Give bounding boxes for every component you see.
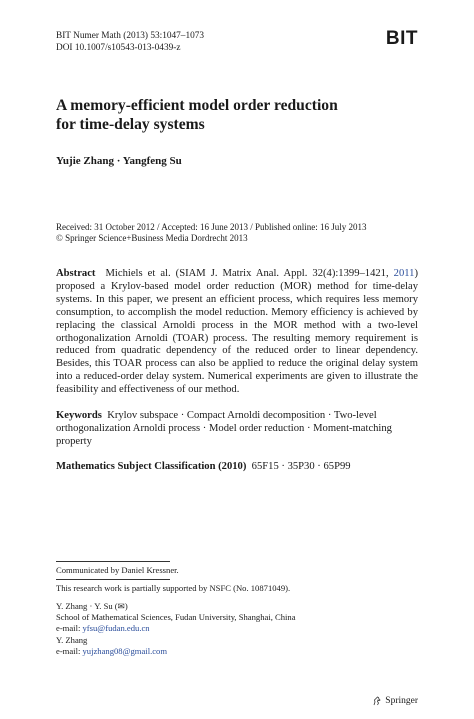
title-line: A memory-efficient model order reduction [56, 97, 338, 114]
footnote-rule [56, 579, 170, 580]
email-label: e-mail: [56, 645, 83, 656]
author-names: Y. Zhang · Y. Su (✉) [56, 601, 128, 611]
funding-note: This research work is partially supported by NSFC (No. 10871049). [56, 583, 291, 593]
publication-history [56, 222, 366, 244]
publisher-name: Springer [385, 696, 418, 706]
journal-info [56, 31, 204, 54]
author-name: Y. Zhang [56, 635, 88, 645]
email-label: e-mail: [56, 622, 83, 633]
author-affiliation-1 [56, 601, 296, 633]
msc-label: Mathematics Subject Classification (2010) [56, 461, 247, 472]
springer-horse-icon [372, 696, 382, 706]
citation-year-link[interactable]: 2011 [393, 268, 415, 279]
author-list: Yujie Zhang · Yangfeng Su [56, 155, 182, 167]
author-affiliation-2 [56, 635, 167, 657]
publisher-mark [372, 696, 418, 706]
doi: DOI 10.1007/s10543-013-0439-z [56, 42, 181, 53]
msc-codes: 65F15 · 35P30 · 65P99 [251, 461, 351, 472]
keywords-text: Krylov subspace · Compact Arnoldi decomposition · Two-level orthogonalization Arnoldi process · Model order reduction · Moment-matching property [56, 410, 392, 447]
abstract [56, 268, 418, 397]
title-line: for time-delay systems [56, 115, 205, 133]
email-line [56, 646, 167, 657]
copyright-line: © Springer Science+Business Media Dordrecht 2013 [56, 233, 248, 243]
affiliation: School of Mathematical Sciences, Fudan University, Shanghai, China [56, 611, 296, 622]
keywords [56, 410, 418, 449]
abstract-text-rest: ) proposed a Krylov-based model order reduction (MOR) method for time-delay systems. In this paper, we present an efficient process, which requires less memory consumption, to accomplish the model reduction. Memory efficiency is achieved by replacing the classical Arnoldi process in the MOR method with a two-level orthogonalization Arnoldi (TOAR) process. The resulting memory requirement is reduced from quadratic dependency of the reduced order to linear dependency. Besides, this TOAR process can also be applied to reduce the original delay system into a reduced-order delay system. Numerical experiments are given to illustrate the feasibility and effectiveness of our method. [56, 268, 418, 396]
keywords-label: Keywords [56, 410, 102, 421]
footnote-rule [56, 561, 170, 562]
email-link[interactable]: yfsu@fudan.edu.cn [82, 622, 150, 633]
dates-line: Received: 31 October 2012 / Accepted: 16 June 2013 / Published online: 16 July 2013 [56, 222, 367, 232]
abstract-text: Michiels et al. (SIAM J. Matrix Anal. Appl. 32(4):1399–1421, [105, 268, 394, 279]
journal-citation: BIT Numer Math (2013) 53:1047–1073 [56, 31, 205, 41]
email-line [56, 623, 296, 634]
communicated-by: Communicated by Daniel Kressner. [56, 565, 179, 575]
journal-brand: BIT [385, 28, 418, 49]
msc-classification [56, 461, 418, 474]
abstract-label: Abstract [56, 268, 96, 279]
paper-title [56, 97, 416, 134]
email-link[interactable]: yujzhang08@gmail.com [82, 645, 168, 656]
